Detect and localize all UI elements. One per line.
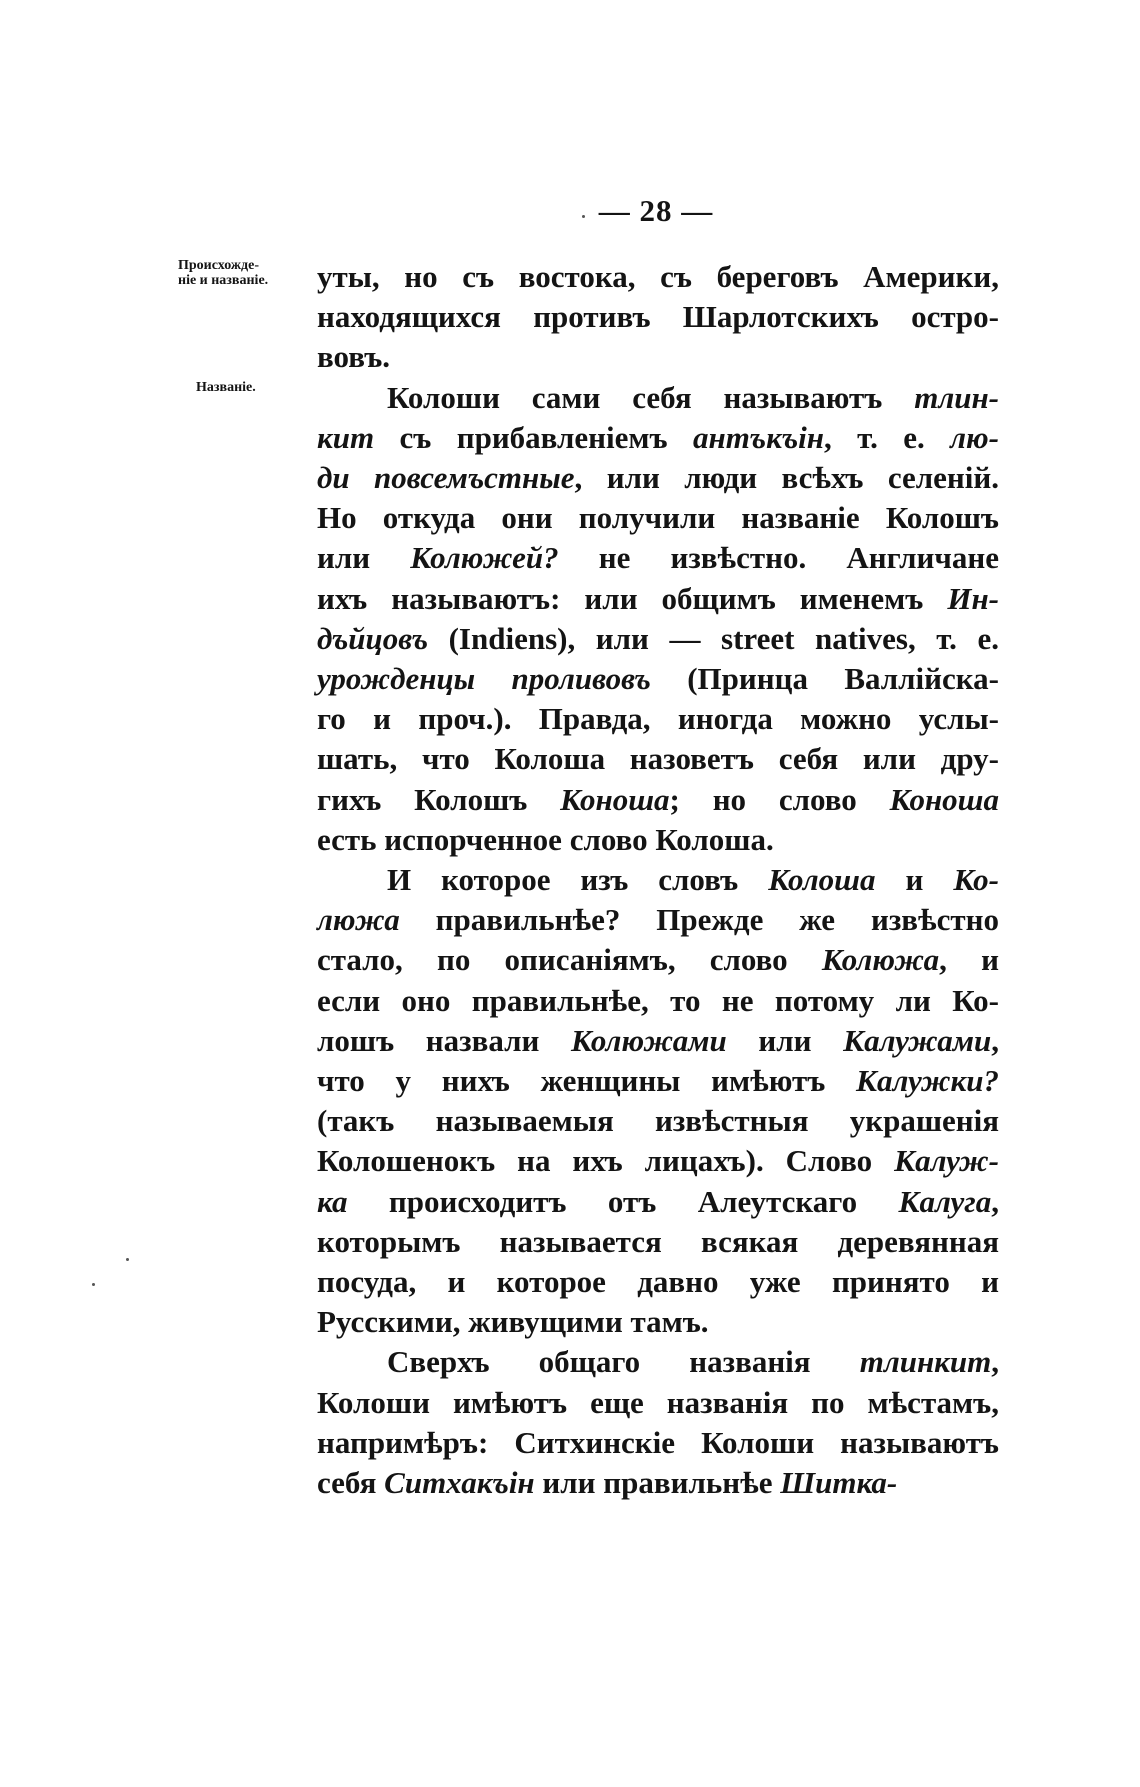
text-line	[317, 418, 999, 458]
text-run: или	[726, 1022, 844, 1058]
text-run: Сверхъ общаго названія	[387, 1344, 860, 1380]
text-run: (Indiens), или — street natives, т. е.	[428, 620, 999, 656]
text-run: и	[875, 862, 954, 898]
text-run: стало, по описаніямъ, слово	[317, 942, 822, 978]
paragraph	[317, 257, 999, 378]
text-line	[317, 699, 999, 739]
text-run: гихъ Колошъ	[317, 781, 561, 817]
text-line	[317, 981, 999, 1021]
text-run: если оно правильнѣе, то не потому ли Ко-	[317, 982, 999, 1018]
text-run: съ прибавленіемъ	[374, 419, 693, 455]
italic-text: Колюжа	[821, 942, 940, 978]
text-run: уты, но съ востока, съ береговъ Америки,	[317, 259, 999, 294]
text-run: есть испорченное слово Колоша.	[317, 821, 774, 857]
text-line	[317, 940, 999, 980]
text-run: ; но слово	[669, 781, 890, 817]
italic-text: лю-	[950, 419, 999, 455]
italic-text: дъйцовъ	[317, 620, 429, 656]
text-line	[317, 378, 999, 418]
margin-note-origin	[178, 258, 318, 288]
text-run: Колоши имѣютъ еще названія по мѣстамъ,	[317, 1384, 999, 1420]
italic-text: Ко-	[953, 862, 999, 898]
text-line	[317, 458, 999, 498]
text-run: Но откуда они получили названіе Колошъ	[317, 500, 999, 536]
text-run: ,	[991, 1022, 999, 1058]
text-line	[317, 1021, 999, 1061]
italic-text: Коноша	[560, 781, 670, 817]
text-run: ,	[991, 1183, 999, 1219]
italic-text: Калужки?	[856, 1063, 999, 1099]
text-run: (такъ называемыя извѣстныя украшенія	[317, 1103, 999, 1139]
text-line	[317, 1423, 999, 1463]
text-line	[317, 498, 999, 538]
text-run: что у нихъ женщины имѣютъ	[317, 1063, 857, 1099]
text-run: , т. е.	[824, 419, 951, 455]
text-run: вовъ.	[317, 339, 391, 375]
text-line	[317, 820, 999, 860]
margin-note-origin-line: Происхожде-	[178, 258, 259, 273]
text-run: И которое изъ словъ	[387, 862, 769, 898]
text-line	[317, 1222, 999, 1262]
italic-text: Ин-	[947, 580, 999, 616]
stray-mark	[126, 1258, 129, 1261]
page-number: — 28 —	[598, 193, 714, 228]
text-line	[317, 780, 999, 820]
text-run: го и проч.). Правда, иногда можно услы-	[317, 701, 999, 737]
italic-text: Шитка-	[780, 1465, 898, 1501]
text-run: лошъ назвали	[317, 1022, 571, 1058]
stray-mark	[92, 1283, 95, 1286]
text-run: ихъ называютъ: или общимъ именемъ	[317, 580, 948, 616]
text-line	[317, 1141, 999, 1181]
italic-text: Колоша	[768, 862, 876, 898]
text-line	[317, 538, 999, 578]
text-run: находящихся противъ Шарлотскихъ остро-	[317, 299, 999, 335]
italic-text: люжа	[317, 902, 400, 938]
text-line	[317, 659, 999, 699]
body-text	[317, 257, 999, 1503]
italic-text: урожденцы проливовъ	[317, 661, 651, 697]
text-run: Колошенокъ на ихъ лицахъ). Слово	[317, 1143, 895, 1179]
paragraph	[317, 378, 999, 860]
italic-text: Ситхакъін	[384, 1465, 535, 1501]
text-line	[317, 900, 999, 940]
italic-text: тлин-	[914, 379, 999, 415]
italic-text: Колюжами	[570, 1022, 727, 1058]
margin-note-name: Названіе.	[196, 380, 256, 395]
italic-text: Колюжей?	[410, 540, 559, 576]
paragraph	[317, 1342, 999, 1503]
text-line	[317, 1262, 999, 1302]
italic-text: ка	[317, 1183, 348, 1219]
text-run: не извѣстно. Англичане	[558, 540, 999, 576]
italic-text: Калуга	[898, 1183, 992, 1219]
text-line	[317, 1101, 999, 1141]
text-run: правильнѣе? Прежде же извѣстно	[399, 902, 999, 938]
text-run: которымъ называется всякая деревянная	[317, 1223, 999, 1259]
italic-text: Калуж-	[894, 1143, 999, 1179]
text-line	[317, 297, 999, 337]
paragraph	[317, 860, 999, 1342]
text-run: или правильнѣе	[534, 1465, 781, 1501]
text-line	[317, 739, 999, 779]
text-run: Русскими, живущими тамъ.	[317, 1304, 709, 1340]
italic-text: тлинкит	[859, 1344, 992, 1380]
text-line	[317, 337, 999, 377]
text-line	[317, 1182, 999, 1222]
text-run: или	[317, 540, 411, 576]
text-run: себя	[317, 1465, 385, 1501]
text-line	[317, 579, 999, 619]
text-line	[317, 1383, 999, 1423]
text-run: Колоши сами себя называютъ	[387, 379, 915, 415]
text-run: происходитъ отъ Алеутскаго	[347, 1183, 899, 1219]
italic-text: антъкъін	[692, 419, 825, 455]
text-line	[317, 257, 999, 297]
italic-text: кит	[317, 419, 375, 455]
text-run: , или люди всѣхъ селеній.	[574, 460, 1000, 496]
text-run: напримѣръ: Ситхинскіе Колоши называютъ	[317, 1424, 999, 1460]
text-run: посуда, и которое давно уже принято и	[317, 1264, 999, 1300]
text-line	[317, 619, 999, 659]
text-line	[317, 1342, 999, 1382]
text-run: , и	[939, 942, 999, 978]
italic-text: Калужами	[843, 1022, 992, 1058]
margin-note-origin-line: ніе и названіе.	[178, 273, 269, 288]
text-run: ,	[991, 1344, 999, 1380]
text-line	[317, 1463, 999, 1503]
text-run: шать, что Колоша назоветъ себя или дру-	[317, 741, 999, 777]
text-run: (Принца Валлійска-	[650, 661, 999, 697]
text-line	[317, 1302, 999, 1342]
italic-text: ди повсемъстные	[317, 460, 575, 496]
italic-text: Коноша	[889, 781, 1000, 817]
text-line	[317, 1061, 999, 1101]
text-line	[317, 860, 999, 900]
stray-mark	[582, 215, 585, 218]
